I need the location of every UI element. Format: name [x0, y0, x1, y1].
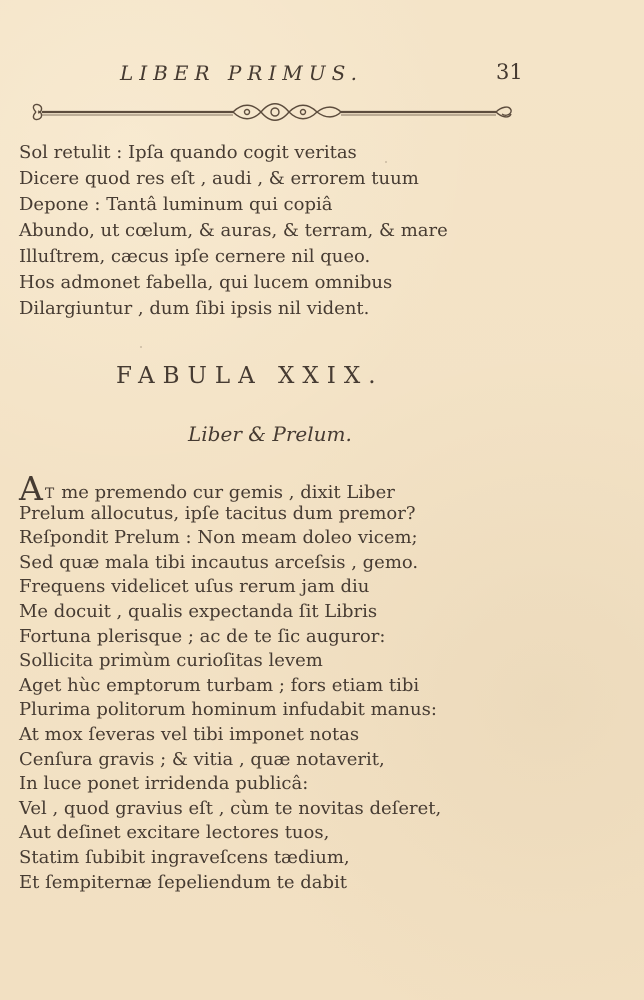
verse-line: Reſpondit Prelum : Non meam doleo vicem;: [19, 527, 418, 549]
verse-line: Dilargiuntur , dum ſibi ipsis nil vident.: [19, 298, 370, 319]
verse-line: Sollicita primùm curioſitas levem: [19, 650, 323, 672]
verse-line: Aget hùc emptorum turbam ; fors etiam tibi: [19, 674, 420, 696]
paper-speck: [176, 538, 178, 540]
drop-cap: A: [19, 469, 43, 508]
page-number: 31: [496, 60, 523, 84]
verse-line-first: [19, 469, 519, 508]
running-title: LIBER PRIMUS.: [120, 61, 363, 85]
verse-line: Frequens videlicet uſus rerum jam diu: [19, 576, 370, 598]
verse-line: Hos admonet fabella, qui lucem omnibus: [19, 272, 393, 293]
preceding-fable-verse: [19, 140, 519, 322]
verse-line: Statim ſubibit ingraveſcens tædium,: [19, 846, 350, 868]
verse-line: Prelum allocutus, ipſe tacitus dum premor?: [19, 502, 416, 524]
verse-line: Fortuna plerisque ; ac de te ſic auguror:: [19, 625, 386, 647]
verse-line: Sed quæ mala tibi incautus arceſsis , gemo.: [19, 551, 419, 573]
verse-line: Dicere quod res eſt , audi , & errorem tuum: [19, 168, 419, 189]
verse-line: Depone : Tantâ luminum qui copiâ: [19, 194, 333, 215]
verse-line: Abundo, ut cœlum, & auras, & terram, & mare: [19, 220, 448, 241]
verse-line: Aut deſinet excitare lectores tuos,: [19, 822, 330, 844]
verse-line: At mox ſeveras vel tibi imponet notas: [19, 723, 360, 745]
verse-line-rest: me premendo cur gemis , dixit Liber: [61, 482, 395, 503]
verse-line: Sol retulit : Ipſa quando cogit veritas: [19, 142, 357, 163]
verse-line: In luce ponet irridenda publicâ:: [19, 773, 309, 795]
decorative-rule-icon: [28, 95, 516, 129]
verse-line: Me docuit , qualis expectanda ſit Libris: [19, 600, 378, 622]
fable-subtitle: Liber & Prelum.: [188, 422, 352, 446]
verse-line: Cenſura gravis ; & vitia , quæ notaverit,: [19, 748, 385, 770]
paper-speck: [140, 346, 142, 348]
small-caps-rest: T: [44, 486, 56, 502]
verse-line: Plurima politorum hominum infudabit manus:: [19, 699, 437, 721]
fable-title: FABULA XXIX.: [116, 363, 384, 389]
verse-line: Illuſtrem, cæcus ipſe cernere nil queo.: [19, 246, 371, 267]
verse-line: Et ſempiternæ ſepeliendum te dabit: [19, 871, 348, 893]
paper-speck: [385, 161, 387, 163]
fable-verse: [19, 469, 519, 895]
verse-line: Vel , quod gravius eſt , cùm te novitas deſeret,: [19, 797, 442, 819]
